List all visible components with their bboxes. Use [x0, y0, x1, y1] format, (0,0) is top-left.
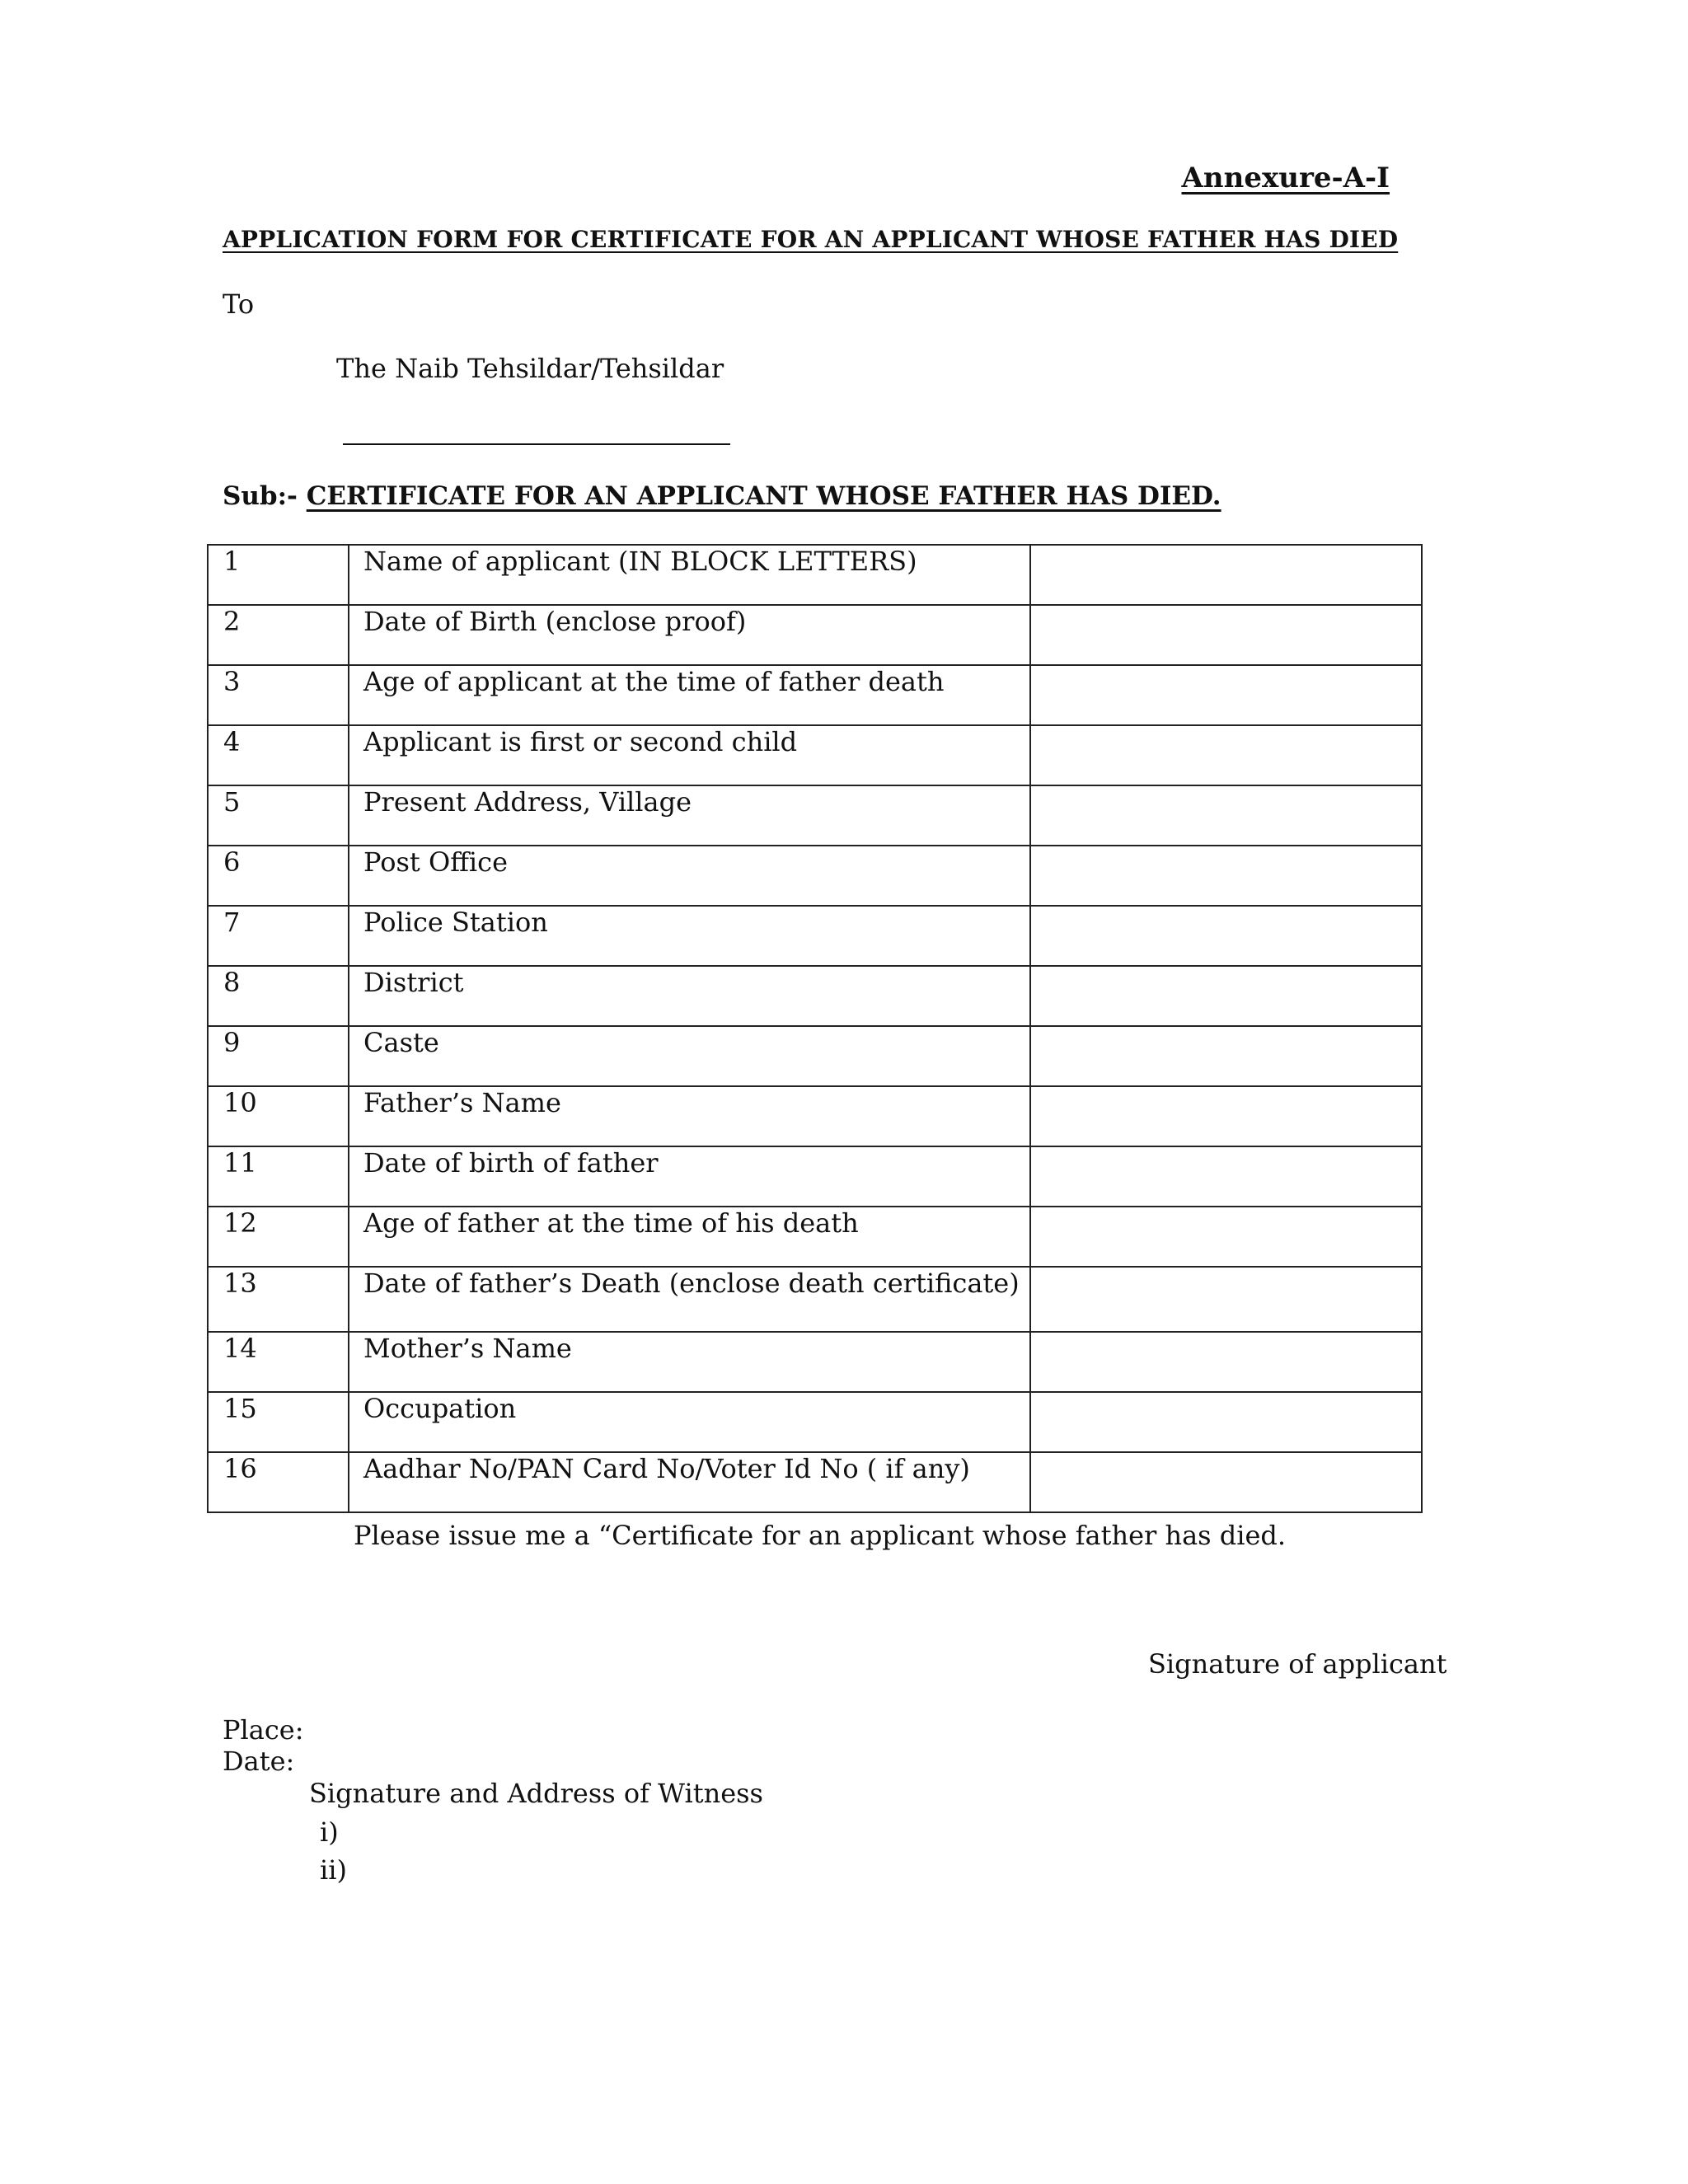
table-row: [208, 1146, 1422, 1207]
table-body: [208, 545, 1422, 1512]
row-label: Occupation: [349, 1392, 1030, 1452]
row-label: Aadhar No/PAN Card No/Voter Id No ( if any): [349, 1452, 1030, 1512]
table-row: [208, 846, 1422, 906]
row-label: Post Office: [349, 846, 1030, 906]
row-value-field[interactable]: [1030, 1146, 1422, 1207]
row-value-field[interactable]: [1030, 1086, 1422, 1146]
witness-1-label: i): [320, 1816, 339, 1848]
table-row: [208, 906, 1422, 966]
row-label: Name of applicant (IN BLOCK LETTERS): [349, 545, 1030, 605]
row-value-field[interactable]: [1030, 785, 1422, 846]
row-number: 16: [208, 1452, 349, 1512]
witness-signature-title: Signature and Address of Witness: [309, 1778, 763, 1809]
table-row: [208, 1267, 1422, 1332]
row-number: 7: [208, 906, 349, 966]
place-label: Place:: [223, 1714, 304, 1746]
row-value-field[interactable]: [1030, 1452, 1422, 1512]
table-row: [208, 1026, 1422, 1086]
subject-prefix: Sub:-: [223, 481, 298, 511]
application-details-table: [207, 544, 1423, 1513]
row-value-field[interactable]: [1030, 966, 1422, 1026]
row-value-field[interactable]: [1030, 1026, 1422, 1086]
row-number: 15: [208, 1392, 349, 1452]
witness-2-label: ii): [320, 1854, 347, 1886]
row-label: Date of birth of father: [349, 1146, 1030, 1207]
row-value-field[interactable]: [1030, 605, 1422, 665]
date-label: Date:: [223, 1746, 295, 1777]
row-value-field[interactable]: [1030, 1267, 1422, 1332]
table-row: [208, 785, 1422, 846]
row-number: 11: [208, 1146, 349, 1207]
row-number: 5: [208, 785, 349, 846]
row-label: Caste: [349, 1026, 1030, 1086]
row-label: Police Station: [349, 906, 1030, 966]
row-value-field[interactable]: [1030, 665, 1422, 725]
row-number: 6: [208, 846, 349, 906]
row-value-field[interactable]: [1030, 725, 1422, 785]
row-value-field[interactable]: [1030, 846, 1422, 906]
row-value-field[interactable]: [1030, 1207, 1422, 1267]
row-label: District: [349, 966, 1030, 1026]
row-label: Applicant is first or second child: [349, 725, 1030, 785]
subject-text: CERTIFICATE FOR AN APPLICANT WHOSE FATHER HAS DIED.: [306, 481, 1221, 511]
row-label: Mother’s Name: [349, 1332, 1030, 1392]
to-label: To: [223, 288, 255, 320]
row-number: 9: [208, 1026, 349, 1086]
row-number: 3: [208, 665, 349, 725]
applicant-signature-label: Signature of applicant: [1148, 1648, 1447, 1680]
row-number: 12: [208, 1207, 349, 1267]
row-value-field[interactable]: [1030, 906, 1422, 966]
recipient-title: The Naib Tehsildar/Tehsildar: [336, 353, 724, 384]
table-row: [208, 1086, 1422, 1146]
request-text: Please issue me a “Certificate for an applicant whose father has died.: [354, 1520, 1287, 1551]
row-value-field[interactable]: [1030, 1392, 1422, 1452]
table-row: [208, 1452, 1422, 1512]
subject-line: [223, 481, 1221, 511]
row-label: Father’s Name: [349, 1086, 1030, 1146]
row-label: Age of father at the time of his death: [349, 1207, 1030, 1267]
table-row: [208, 1392, 1422, 1452]
row-number: 14: [208, 1332, 349, 1392]
row-number: 4: [208, 725, 349, 785]
row-number: 8: [208, 966, 349, 1026]
row-number: 2: [208, 605, 349, 665]
row-label: Age of applicant at the time of father death: [349, 665, 1030, 725]
row-number: 10: [208, 1086, 349, 1146]
row-value-field[interactable]: [1030, 1332, 1422, 1392]
table-row: [208, 605, 1422, 665]
form-title: APPLICATION FORM FOR CERTIFICATE FOR AN APPLICANT WHOSE FATHER HAS DIED: [223, 226, 1399, 253]
row-number: 1: [208, 545, 349, 605]
row-label: Date of father’s Death (enclose death certificate): [349, 1267, 1030, 1332]
table-row: [208, 1332, 1422, 1392]
row-label: Present Address, Village: [349, 785, 1030, 846]
annexure-label: Annexure-A-I: [1181, 162, 1390, 194]
row-label: Date of Birth (enclose proof): [349, 605, 1030, 665]
table-row: [208, 725, 1422, 785]
table-row: [208, 966, 1422, 1026]
table-row: [208, 545, 1422, 605]
address-blank-line: [343, 443, 730, 445]
row-value-field[interactable]: [1030, 545, 1422, 605]
table-row: [208, 665, 1422, 725]
row-number: 13: [208, 1267, 349, 1332]
table-row: [208, 1207, 1422, 1267]
